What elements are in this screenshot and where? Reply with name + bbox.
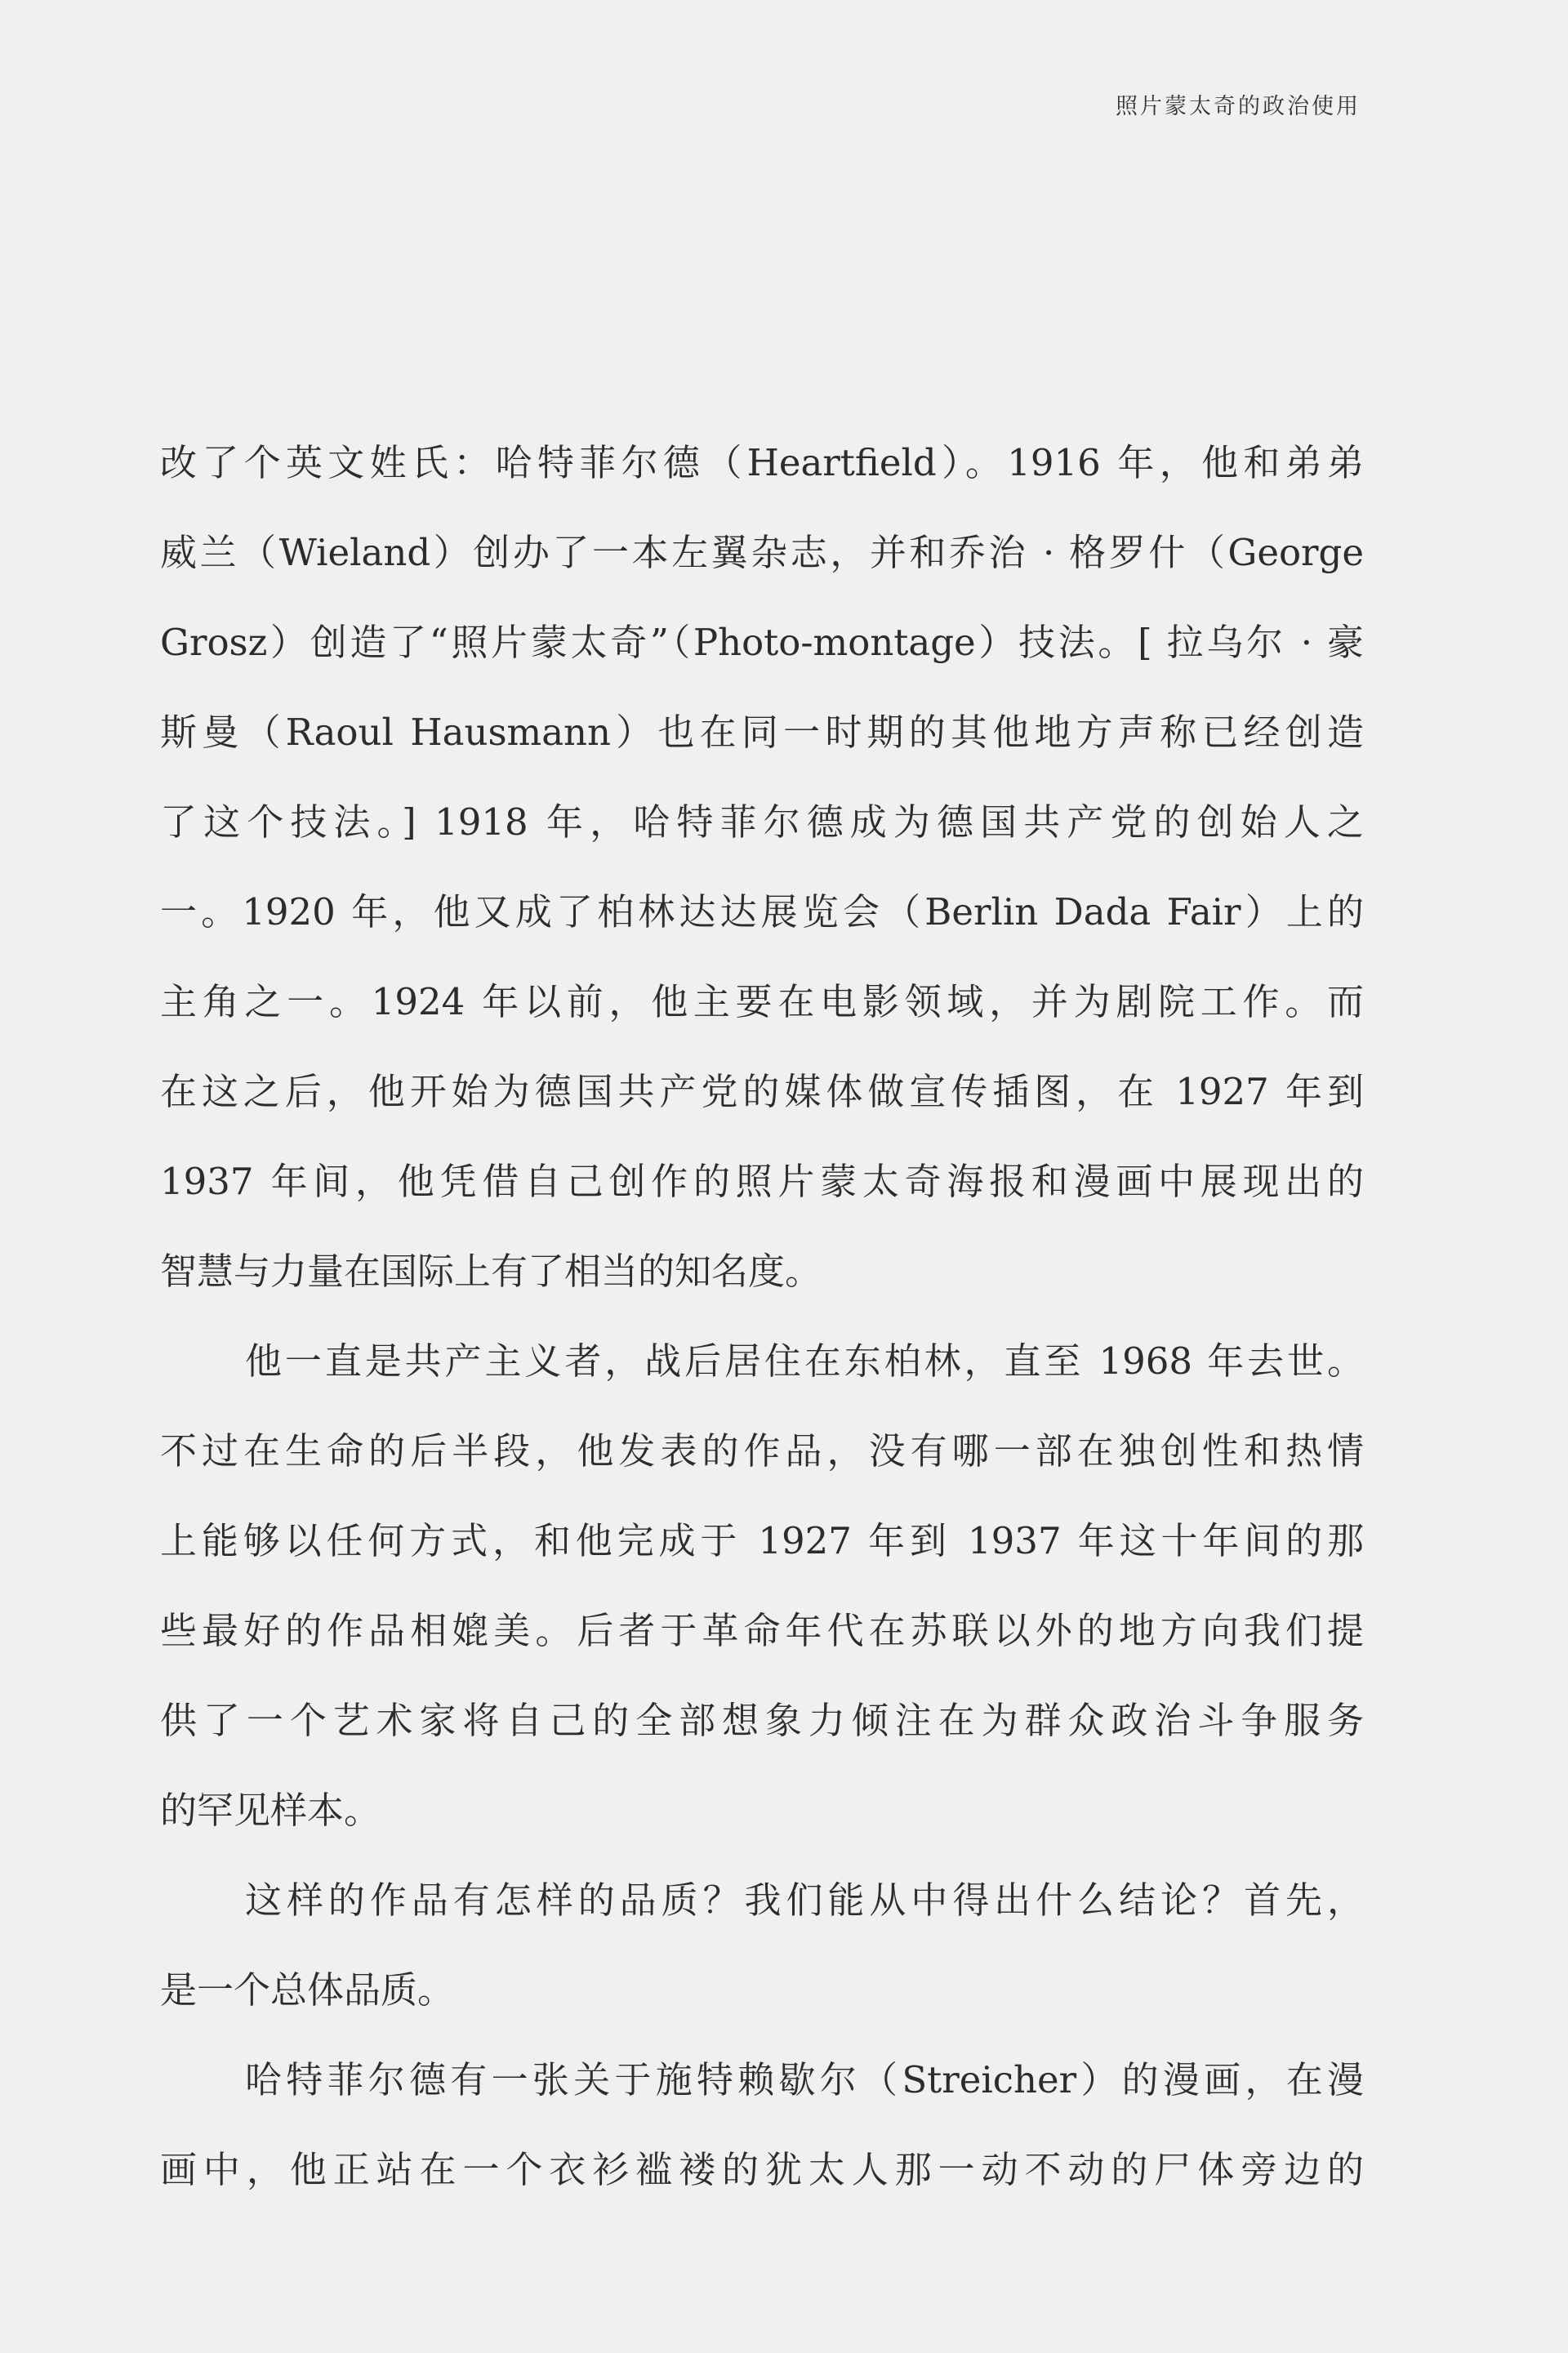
text-line: 了这个技法。] 1918 年，哈特菲尔德成为德国共产党的创始人之 (160, 800, 1364, 844)
text-line: 些最好的作品相媲美。后者于革命年代在苏联以外的地方向我们提 (160, 1609, 1364, 1652)
text-line: 的罕见样本。 (160, 1789, 381, 1832)
text-line: 这样的作品有怎样的品质？我们能从中得出什么结论？首先， (245, 1878, 1364, 1922)
text-line: 一。1920 年，他又成了柏林达达展览会（Berlin Dada Fair）上的 (160, 890, 1364, 934)
text-line: 供了一个艺术家将自己的全部想象力倾注在为群众政治斗争服务 (160, 1699, 1364, 1742)
text-line: 改了个英文姓氏：哈特菲尔德（Heartfield）。1916 年，他和弟弟 (160, 441, 1364, 484)
text-line: 画中，他正站在一个衣衫褴褛的犹太人那一动不动的尸体旁边的 (160, 2148, 1364, 2191)
text-line: 智慧与力量在国际上有了相当的知名度。 (160, 1250, 822, 1293)
text-line: 在这之后，他开始为德国共产党的媒体做宣传插图，在 1927 年到 (160, 1070, 1364, 1113)
running-head: 照片蒙太奇的政治使用 (1116, 94, 1361, 119)
text-line: 主角之一。1924 年以前，他主要在电影领域，并为剧院工作。而 (160, 980, 1364, 1023)
text-line: 上能够以任何方式，和他完成于 1927 年到 1937 年这十年间的那 (160, 1519, 1364, 1562)
text-line: 是一个总体品质。 (160, 1968, 455, 2012)
text-line: 1937 年间，他凭借自己创作的照片蒙太奇海报和漫画中展现出的 (160, 1160, 1364, 1203)
text-line: 斯曼（Raoul Hausmann）也在同一时期的其他地方声称已经创造 (160, 711, 1364, 754)
body-text (160, 418, 1364, 2215)
text-line: 他一直是共产主义者，战后居住在东柏林，直至 1968 年去世。 (245, 1339, 1364, 1383)
text-line: 威兰（Wieland）创办了一本左翼杂志，并和乔治 · 格罗什（George (160, 531, 1364, 574)
text-line: Grosz）创造了“照片蒙太奇”（Photo-montage）技法。[ 拉乌尔 · 豪 (160, 621, 1364, 664)
text-line: 哈特菲尔德有一张关于施特赖歇尔（Streicher）的漫画，在漫 (245, 2058, 1364, 2101)
text-line: 不过在生命的后半段，他发表的作品，没有哪一部在独创性和热情 (160, 1429, 1364, 1473)
